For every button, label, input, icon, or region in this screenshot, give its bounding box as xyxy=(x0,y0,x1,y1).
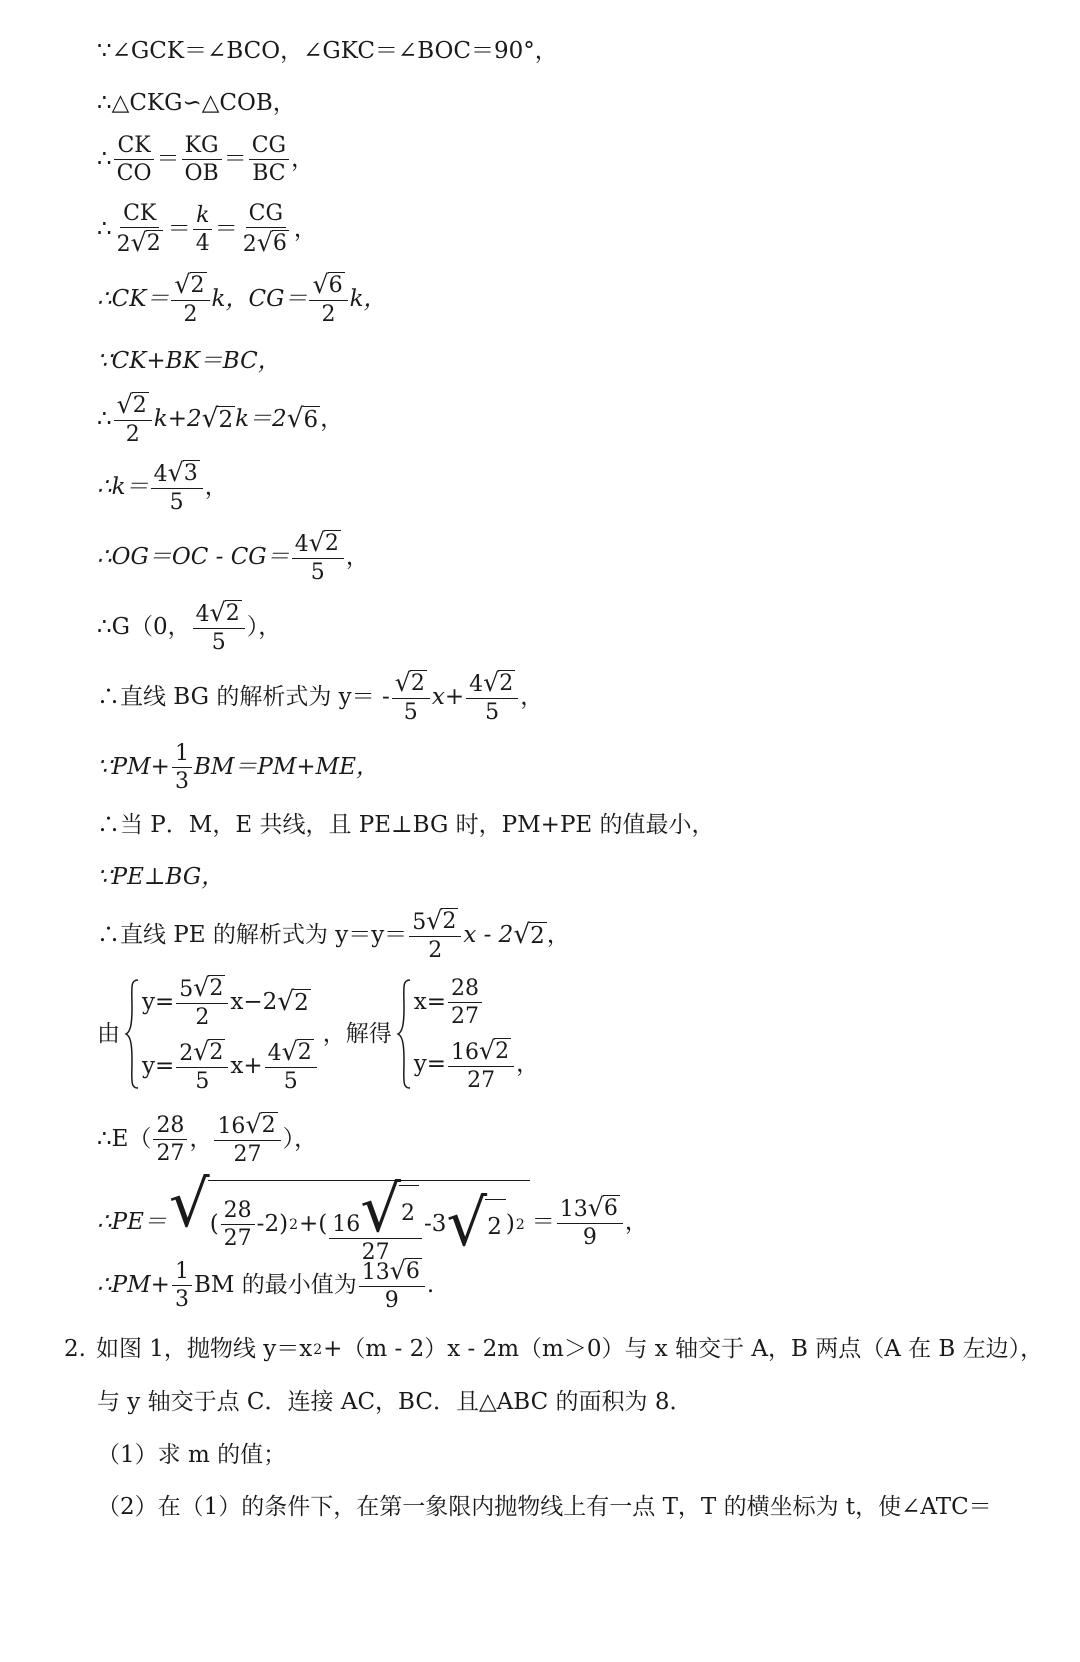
solution-line-12 xyxy=(97,742,379,793)
sqrt: √ 2 xyxy=(209,598,240,627)
numerator xyxy=(557,1195,623,1224)
text: k， xyxy=(349,285,387,312)
radicand: 2 xyxy=(146,231,161,257)
coef: 4 xyxy=(267,1041,282,1067)
text: ， xyxy=(293,215,317,242)
radicand: 2 xyxy=(530,922,545,949)
radicand: 6 xyxy=(328,273,343,298)
fraction xyxy=(176,1039,228,1093)
coef: 4 xyxy=(153,462,168,487)
left-brace-icon xyxy=(396,978,412,1090)
left-brace-icon xyxy=(124,978,140,1090)
equation-system xyxy=(124,975,319,1093)
equals: ＝ xyxy=(223,146,247,173)
numerator: k xyxy=(193,204,212,230)
sqrt: √ 6 xyxy=(256,228,287,258)
sqrt: √ 2 xyxy=(446,1199,505,1250)
denominator: CO xyxy=(116,161,152,187)
text: x= xyxy=(413,988,447,1015)
text: -2) xyxy=(256,1211,289,1238)
denominator: 9 xyxy=(384,1288,399,1314)
numerator xyxy=(409,908,461,937)
coef: 2 xyxy=(116,232,131,258)
numerator xyxy=(329,1173,422,1247)
fraction xyxy=(171,272,209,326)
fraction xyxy=(176,975,228,1029)
text: +( xyxy=(298,1211,328,1238)
text: ， xyxy=(204,473,228,500)
radicand: 2 xyxy=(485,1199,506,1250)
fraction xyxy=(466,670,518,724)
sqrt: √ 2 xyxy=(193,1037,224,1067)
text: ， xyxy=(516,1051,540,1078)
fraction xyxy=(392,670,430,724)
fraction xyxy=(557,1195,623,1249)
sqrt: √ 2 xyxy=(201,402,234,434)
fraction xyxy=(249,134,289,185)
problem-number: 2. xyxy=(64,1336,86,1362)
text: x−2 xyxy=(230,988,278,1015)
coef: 2 xyxy=(242,232,257,258)
sqrt: √ 2 xyxy=(360,1185,419,1236)
numerator: CK xyxy=(114,134,153,160)
text: ∴ xyxy=(97,146,112,173)
system-row-1 xyxy=(142,975,319,1029)
sqrt: √ 2 xyxy=(193,973,224,1002)
fraction xyxy=(240,202,292,256)
solution-line-11 xyxy=(97,670,543,724)
numerator xyxy=(448,1035,514,1067)
radicand: 6 xyxy=(405,1259,420,1284)
sqrt: √ 2 xyxy=(479,1035,510,1065)
text: ) xyxy=(505,1211,515,1238)
denominator: 3 xyxy=(174,769,189,795)
radicand xyxy=(208,1173,530,1266)
fraction xyxy=(153,1114,187,1165)
solution-line-13 xyxy=(97,814,715,837)
text: . xyxy=(426,1271,435,1298)
fraction xyxy=(292,530,344,584)
text: ， xyxy=(546,921,570,948)
numerator xyxy=(265,1039,317,1068)
denominator: 5 xyxy=(169,490,184,516)
solution-line-4 xyxy=(97,202,317,256)
sqrt: √ 6 xyxy=(389,1256,420,1285)
text: ( xyxy=(209,1211,219,1238)
fraction xyxy=(448,1035,514,1093)
text: ∴直线 PE 的解析式为 y＝y＝ xyxy=(97,921,408,948)
solution-line-17 xyxy=(97,1112,317,1166)
numerator xyxy=(176,975,228,1004)
radicand: 3 xyxy=(183,461,198,486)
solution-line-5 xyxy=(97,272,387,326)
sqrt: √ 2 xyxy=(394,668,425,697)
problem-2-line-1 xyxy=(64,1338,1043,1361)
problem-2-line-2 xyxy=(97,1391,692,1414)
denominator: 3 xyxy=(174,1286,189,1312)
text: ， xyxy=(189,1125,213,1152)
text: ， xyxy=(345,543,369,570)
text: ∴ xyxy=(97,405,112,432)
numerator xyxy=(466,670,518,699)
numerator xyxy=(114,392,152,421)
solution-line-8 xyxy=(97,460,228,514)
solution-line-10 xyxy=(97,600,281,654)
text: （2）在（1）的条件下，在第一象限内抛物线上有一点 T，T 的横坐标为 t，使∠ATC＝ xyxy=(97,1494,992,1520)
text: x+ xyxy=(230,1052,263,1079)
radicand: 6 xyxy=(603,1196,618,1222)
denominator: 2 xyxy=(125,422,140,448)
text: ， xyxy=(520,683,544,710)
text: ∴ xyxy=(97,215,112,242)
coef: 13 xyxy=(559,1197,588,1223)
solution-line-15 xyxy=(97,908,570,962)
solution-line-14 xyxy=(97,866,224,889)
solution-line-3 xyxy=(97,134,314,185)
solution-line-19 xyxy=(97,1258,434,1312)
exponent: 2 xyxy=(313,1341,323,1358)
text: ， xyxy=(624,1208,648,1235)
denominator: 27 xyxy=(156,1140,185,1166)
text: y= xyxy=(413,1051,447,1078)
sqrt: √ 2 xyxy=(116,390,147,419)
text: ，解得 xyxy=(322,1020,392,1047)
text: ∴PM+ xyxy=(97,1271,170,1298)
denominator xyxy=(114,228,166,256)
fraction xyxy=(193,204,213,255)
text: ∵∠GCK＝∠BCO，∠GKC＝∠BOC＝90°， xyxy=(97,38,558,64)
sqrt: √ 2 xyxy=(130,228,161,258)
radicand: 2 xyxy=(209,1040,224,1066)
denominator: 5 xyxy=(195,1069,210,1095)
coef: 16 xyxy=(451,1039,480,1065)
coef: 16 xyxy=(332,1212,361,1237)
fraction xyxy=(151,460,203,514)
numerator xyxy=(151,460,203,489)
numerator: 28 xyxy=(153,1114,187,1140)
sqrt: √ 2 xyxy=(277,985,309,1017)
coef: 4 xyxy=(469,672,484,697)
numerator: 28 xyxy=(448,977,482,1003)
fraction xyxy=(265,1039,317,1093)
text: ∴当 P．M，E 共线，且 PE⊥BG 时，PM+PE 的值最小， xyxy=(97,812,715,838)
text: x - 2 xyxy=(463,921,514,948)
numerator: 28 xyxy=(221,1199,255,1225)
text: ∴△CKG∽△COB， xyxy=(97,90,296,116)
denominator: 2 xyxy=(428,938,443,964)
equals: ＝ xyxy=(531,1208,555,1235)
text: （1）求 m 的值； xyxy=(97,1442,287,1468)
solution-line-9 xyxy=(97,530,369,584)
radicand: 2 xyxy=(209,976,224,1001)
exponent: 2 xyxy=(289,1216,298,1233)
system-row-1 xyxy=(414,977,539,1028)
coef: 5 xyxy=(179,977,194,1002)
sqrt: √ 6 xyxy=(286,402,319,434)
solution-line-1 xyxy=(97,40,558,63)
numerator xyxy=(176,1039,228,1068)
numerator: KG xyxy=(182,134,222,160)
solution-line-18 xyxy=(97,1168,648,1266)
fraction xyxy=(114,134,155,185)
text: ， xyxy=(291,146,315,173)
sqrt: √ 2 xyxy=(426,906,457,935)
numerator xyxy=(214,1112,280,1141)
problem-2-question-2 xyxy=(97,1496,992,1519)
text: ∴k＝ xyxy=(97,473,149,500)
radicand: 2 xyxy=(261,1113,276,1138)
sqrt: √ ( $\frac{28}{27}$ -2) 2 +( 16 √ 2 27 -3 √ 2 ) 2 xyxy=(169,1180,530,1264)
fraction xyxy=(114,392,152,446)
radicand: 2 xyxy=(225,601,240,626)
numerator xyxy=(392,670,430,699)
fraction xyxy=(309,272,347,326)
fraction xyxy=(193,600,245,654)
text: k+2 xyxy=(153,405,202,432)
coef: 4 xyxy=(195,602,210,627)
sqrt: √ 6 xyxy=(312,270,343,299)
fraction xyxy=(359,1258,425,1312)
coef: 13 xyxy=(361,1260,390,1285)
equals: ＝ xyxy=(214,215,238,242)
denominator: 5 xyxy=(403,700,418,726)
text: ∵PM+ xyxy=(97,754,170,781)
denominator: 27 xyxy=(467,1067,496,1093)
radicand: 2 xyxy=(297,1040,312,1066)
text: y= xyxy=(142,1052,175,1079)
sqrt: √ 2 xyxy=(308,528,339,557)
equals: ＝ xyxy=(167,215,191,242)
fraction xyxy=(114,202,166,256)
denominator: 27 xyxy=(233,1142,262,1168)
radicand: 2 xyxy=(190,273,205,298)
coef: 5 xyxy=(412,910,427,935)
fraction xyxy=(329,1173,422,1266)
denominator xyxy=(240,228,292,256)
text: x+ xyxy=(431,683,465,710)
fraction xyxy=(448,977,482,1028)
system-rows xyxy=(142,975,319,1093)
radicand: 2 xyxy=(294,989,309,1016)
text: ∴E（ xyxy=(97,1125,152,1152)
fraction xyxy=(172,742,192,793)
text: BM＝PM+ME， xyxy=(193,754,380,781)
fraction xyxy=(409,908,461,962)
denominator: 5 xyxy=(485,700,500,726)
text: ）， xyxy=(246,613,282,640)
denominator: 27 xyxy=(451,1003,480,1029)
radicand: 2 xyxy=(442,909,457,934)
text: ∴OG＝OC - CG＝ xyxy=(97,543,290,570)
text: ）， xyxy=(282,1125,318,1152)
denominator: 5 xyxy=(310,560,325,586)
sqrt: √ 2 xyxy=(245,1110,276,1139)
radicand: 6 xyxy=(272,231,287,257)
radicand: 2 xyxy=(495,1038,510,1064)
solution-line-2 xyxy=(97,92,296,115)
text: ∴G（0， xyxy=(97,613,191,640)
text: BM 的最小值为 xyxy=(193,1271,357,1298)
coef: 4 xyxy=(294,532,309,557)
radicand: 2 xyxy=(499,671,514,696)
denominator: 27 xyxy=(223,1226,252,1252)
sqrt: √ 2 xyxy=(174,270,205,299)
numerator xyxy=(193,600,245,629)
sqrt: √ 2 xyxy=(513,918,545,950)
radicand: 6 xyxy=(303,406,319,433)
exponent: 2 xyxy=(515,1216,525,1233)
denominator: 27 xyxy=(361,1240,390,1266)
text: k，CG＝ xyxy=(211,285,308,312)
numerator: 1 xyxy=(172,1260,192,1286)
text: k＝2 xyxy=(235,405,287,432)
numerator xyxy=(171,272,209,301)
numerator xyxy=(292,530,344,559)
numerator: 1 xyxy=(172,742,192,768)
text: ∴CK＝ xyxy=(97,285,170,312)
denominator: 2 xyxy=(183,302,198,328)
fraction xyxy=(221,1199,255,1250)
text: y= xyxy=(142,988,175,1015)
sqrt: √ 2 xyxy=(281,1037,312,1067)
denominator: 2 xyxy=(321,302,336,328)
sqrt: √ 6 xyxy=(587,1193,618,1223)
system-row-2 xyxy=(413,1035,540,1093)
sqrt: √ 2 xyxy=(483,668,514,697)
denominator: 9 xyxy=(582,1225,597,1251)
denominator: 5 xyxy=(211,630,226,656)
radicand: 2 xyxy=(399,1185,419,1236)
denominator: 4 xyxy=(195,230,210,256)
solution-line-7 xyxy=(97,392,343,446)
text: ∵PE⊥BG， xyxy=(97,864,225,890)
problem-2-question-1 xyxy=(97,1444,286,1467)
solution-line-16 xyxy=(97,975,543,1093)
text: +（m - 2）x - 2m（m＞0）与 x 轴交于 A，B 两点（A 在 B 左边）， xyxy=(323,1336,1044,1362)
system-rows xyxy=(414,977,539,1092)
denominator: 5 xyxy=(283,1069,298,1095)
solution-system xyxy=(396,977,539,1092)
system-row-2 xyxy=(142,1039,319,1093)
equals: ＝ xyxy=(156,146,180,173)
text: ∴直线 BG 的解析式为 y＝ - xyxy=(97,683,390,710)
fraction xyxy=(172,1260,192,1311)
coef: 2 xyxy=(179,1041,194,1067)
numerator xyxy=(309,272,347,301)
text: ， xyxy=(320,405,344,432)
radicand: 2 xyxy=(132,393,147,418)
text: ∴PE＝ xyxy=(97,1208,167,1235)
denominator: 2 xyxy=(195,1005,210,1031)
sqrt: √ 3 xyxy=(167,458,198,487)
radicand: 2 xyxy=(324,531,339,556)
denominator: BC xyxy=(252,161,286,187)
radicand: 2 xyxy=(410,671,425,696)
text: ∵CK+BK＝BC， xyxy=(97,348,281,374)
numerator: CG xyxy=(246,202,286,228)
numerator: CG xyxy=(249,134,289,160)
radicand: 2 xyxy=(218,406,234,433)
numerator: CK xyxy=(120,202,159,228)
text: 如图 1，抛物线 y＝x xyxy=(95,1336,313,1362)
text: 由 xyxy=(97,1020,120,1047)
fraction xyxy=(182,134,222,185)
coef: 16 xyxy=(217,1114,246,1139)
text: 与 y 轴交于点 C．连接 AC，BC．且△ABC 的面积为 8． xyxy=(97,1389,693,1415)
text: -3 xyxy=(424,1211,447,1238)
fraction xyxy=(214,1112,280,1166)
numerator xyxy=(359,1258,425,1287)
solution-line-6 xyxy=(97,350,281,373)
denominator: OB xyxy=(184,161,219,187)
